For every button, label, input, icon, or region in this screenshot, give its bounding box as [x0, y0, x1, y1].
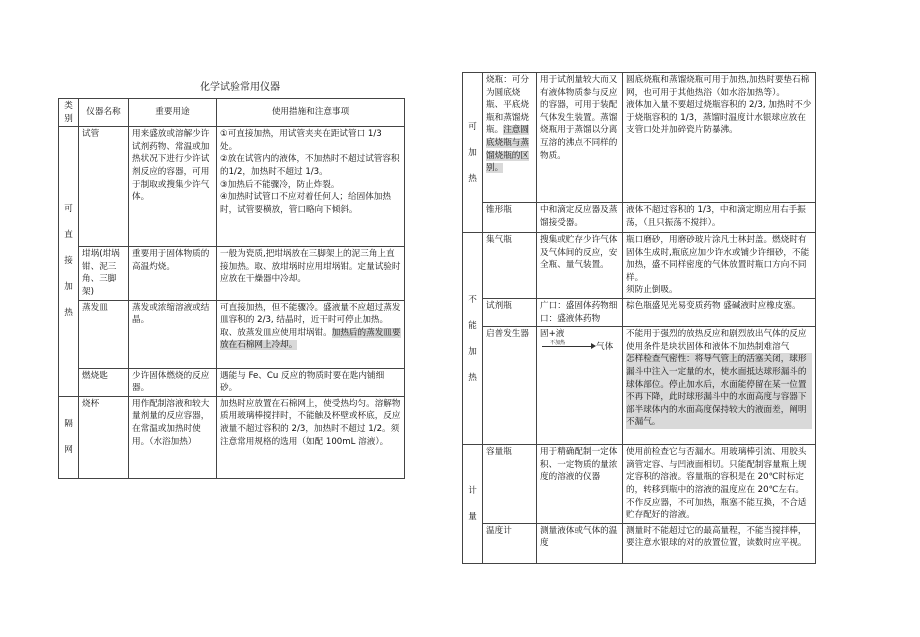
reaction-arrow-icon: [542, 339, 594, 347]
instrument-name: 试剂瓶: [483, 299, 537, 327]
note-line: ②放在试管内的液体，不加热时不超过试管容积的1/2，加热时不超过 1/3。: [220, 154, 400, 177]
note-line: 可直接加热，但不能骤冷。: [220, 302, 324, 313]
left-table: [58, 98, 405, 479]
table-row: [463, 233, 816, 299]
category-char: 加: [468, 147, 477, 158]
instrument-notes: [217, 300, 405, 368]
instrument-use: 用于精确配制一定体积、一定物质的量浓度的溶液的仪器: [537, 445, 623, 524]
category-heatable: [463, 73, 483, 233]
category-direct-heat: [59, 127, 79, 397]
instrument-use: 用作配制溶液和较大量剂量的反应容器，在常温或加热时使用。（水浴加热）: [129, 396, 217, 478]
instrument-name: [483, 73, 537, 203]
right-table: [462, 72, 816, 564]
table-row: [59, 300, 405, 368]
note-line: 瓶口磨砂，用磨砂玻片涂凡士林封盖。燃烧时有固体生成时,瓶底应加少许水或铺少许细砂，不能加热，盛不同样密度的气体放置时瓶口方向不同样。: [626, 235, 810, 283]
instrument-use: 用来盛放或溶解少许试剂药物、常温或加热状况下进行少许试剂反应的容器，可用于制取或搜集少许气体。: [129, 127, 217, 247]
note-line: 取、放蒸发皿应使用坩埚钳。: [220, 327, 332, 338]
category-char: 可: [468, 121, 477, 132]
category-char: 隔: [64, 419, 73, 430]
category-char: 热: [64, 308, 73, 319]
instrument-use: 蒸发或浓缩溶液或结晶。: [129, 300, 217, 368]
instrument-notes: 遇能与 Fe、Cu 反应的物质时要在匙内铺细砂。: [217, 368, 405, 396]
header-notes: 使用措施和注意事项: [217, 99, 405, 127]
table-row: [59, 368, 405, 396]
instrument-name: 启普发生器: [483, 327, 537, 445]
category-char: 热: [468, 173, 477, 184]
table-row: [463, 445, 816, 524]
note-line: 液体加入量不要超过烧瓶容积的 2/3, 加热时不少于烧瓶容积的 1/3，蒸馏时温度计水银球应放在支管口处并加碎瓷片防暴沸。: [626, 100, 812, 136]
table-row: [463, 327, 816, 445]
note-line: ③加热后不能骤冷，防止炸裂。: [220, 179, 340, 190]
instrument-use: 少许固体燃烧的反应器。: [129, 368, 217, 396]
highlighted-note: 加热后的蒸发皿要放在石棉网上冷却。: [220, 327, 401, 351]
header-use: 重要用途: [129, 99, 217, 127]
category-char: 加: [64, 282, 73, 293]
instrument-notes: [217, 127, 405, 247]
table-row: [59, 127, 405, 247]
category-char: 网: [64, 445, 73, 456]
category-char: 能: [468, 320, 477, 331]
page-title: 化学试验常用仪器: [200, 82, 280, 93]
category-char: 热: [468, 372, 477, 383]
instrument-use: 用于试剂量较大而又有液体物质参与反应的容器，可用于装配气体发生装置。蒸馏烧瓶用于蒸馏以分离互溶的沸点不同样的物质。: [537, 73, 623, 203]
instrument-notes: 加热时应放置在石棉网上，使受热均匀。溶解物质用玻璃棒搅拌时，不能触及杯壁或杯底，反应液量不超过容积的 2/3，加热时不超过 1/2。须注意常用规格的选用（如配 100mL 溶液）。: [217, 396, 405, 478]
header-name: 仪器名称: [79, 99, 129, 127]
note-line: 不能用于强烈的放热反应和剧烈放出气体的反应 使用条件是块状固体和液体不加热制难溶气: [626, 329, 807, 352]
reaction-product: 气体: [596, 341, 614, 352]
table-header-row: [59, 99, 405, 127]
category-char: 可: [64, 204, 73, 215]
header-category: 类别: [59, 99, 79, 127]
highlighted-note: 怎样检查气密性：将导气管上的活塞关闭，球形漏斗中注入一定量的水，使水面抵达球形漏斗的球体部位。停止加水后，水面能停留在某一位置不再下降，此时球形漏斗中的水面高度与容器下部半球体内的水面高度保持较大的液面差，阐明不漏气。: [626, 353, 812, 429]
instrument-notes: [623, 327, 816, 445]
table-row: [463, 523, 816, 563]
instrument-name: 试管: [79, 127, 129, 247]
instrument-notes: [623, 73, 816, 203]
instrument-name: 容量瓶: [483, 445, 537, 524]
instrument-name: 集气瓶: [483, 233, 537, 299]
category-char: 接: [64, 256, 73, 267]
instrument-notes: [623, 233, 816, 299]
instrument-notes: 测量时不能超过它的最高量程，不能当搅拌棒，要注意水银球的对的放置位置，读数时应平视。: [623, 523, 816, 563]
instrument-notes: 液体不超过容积的 1/3，中和滴定期应用右手振荡，（且只振荡不搅拌）。: [623, 203, 816, 233]
instrument-name: 锥形瓶: [483, 203, 537, 233]
table-row: [59, 396, 405, 478]
category-char: 量: [468, 511, 477, 522]
category-gauze: [59, 396, 79, 478]
instrument-use: 重要用于固体物质的高温灼烧。: [129, 247, 217, 300]
note-line: 盛液量不应超过蒸发皿容积的 2/3, 结晶时，近干时可停止加热。: [220, 302, 401, 326]
instrument-name: 燃烧匙: [79, 368, 129, 396]
instrument-notes: 一般为瓷质,把坩埚放在三脚架上的泥三角上直接加热。取、放坩埚时应用坩埚钳。定量试验时应放在干燥器中冷却。: [217, 247, 405, 300]
table-row: [463, 73, 816, 203]
instrument-use: 测量液体或气体的温度: [537, 523, 623, 563]
reaction-reactants: 固+液: [540, 329, 565, 340]
instrument-use: 广口：盛固体药物细口：盛液体药物: [537, 299, 623, 327]
category-char: 计: [468, 485, 477, 496]
category-char: 直: [64, 230, 73, 241]
category-measuring: [463, 445, 483, 564]
instrument-notes: 棕色瓶盛见光易变质药物 盛碱液时应橡皮塞。: [623, 299, 816, 327]
table-row: [463, 299, 816, 327]
instrument-name: 蒸发皿: [79, 300, 129, 368]
note-line: 圆底烧瓶和蒸馏烧瓶可用于加热,加热时要垫石棉网，也可用于其他热浴（如水浴加热等）。: [626, 75, 810, 98]
arrow-label: 不加热: [550, 339, 566, 346]
instrument-use: 搜集或贮存少许气体及气体间的反应，安全瓶、量气装置。: [537, 233, 623, 299]
highlighted-note: 注意圆底烧瓶与蒸馏烧瓶的区别。: [486, 125, 529, 174]
category-char: 加: [468, 346, 477, 357]
instrument-notes: 使用前检查它与否漏水。用玻璃棒引流、用胶头滴管定容、与凹液面相切。只能配制容量瓶上规定容积的溶液。容量瓶的容积是在 20℃时标定的，转移到瓶中的溶液的温度应在 20℃左右。不作反应器，不可加热，瓶塞不能互换，不合适贮存配好的溶液。: [623, 445, 816, 524]
instrument-name: 烧杯: [79, 396, 129, 478]
note-line: ①可直接加热，用试管夹夹在距试管口 1/3 处。: [220, 129, 382, 152]
instrument-name: 坩埚(坩埚钳、泥三角、三脚架): [79, 247, 129, 300]
table-row: [59, 247, 405, 300]
table-row: [463, 203, 816, 233]
instrument-use: [537, 327, 623, 445]
category-not-heatable: [463, 233, 483, 445]
note-line: 须防止倒吸。: [626, 285, 678, 296]
instrument-use: 中和滴定反应器及蒸馏接受器。: [537, 203, 623, 233]
flask-name: 烧瓶：可分为圆底烧瓶、平底烧瓶和蒸馏烧瓶。: [486, 75, 529, 136]
category-char: 不: [468, 294, 477, 305]
instrument-name: 温度计: [483, 523, 537, 563]
note-line: ④加热时试管口不应对着任何人；给固体加热时，试管要横放，管口略向下倾斜。: [220, 192, 391, 215]
